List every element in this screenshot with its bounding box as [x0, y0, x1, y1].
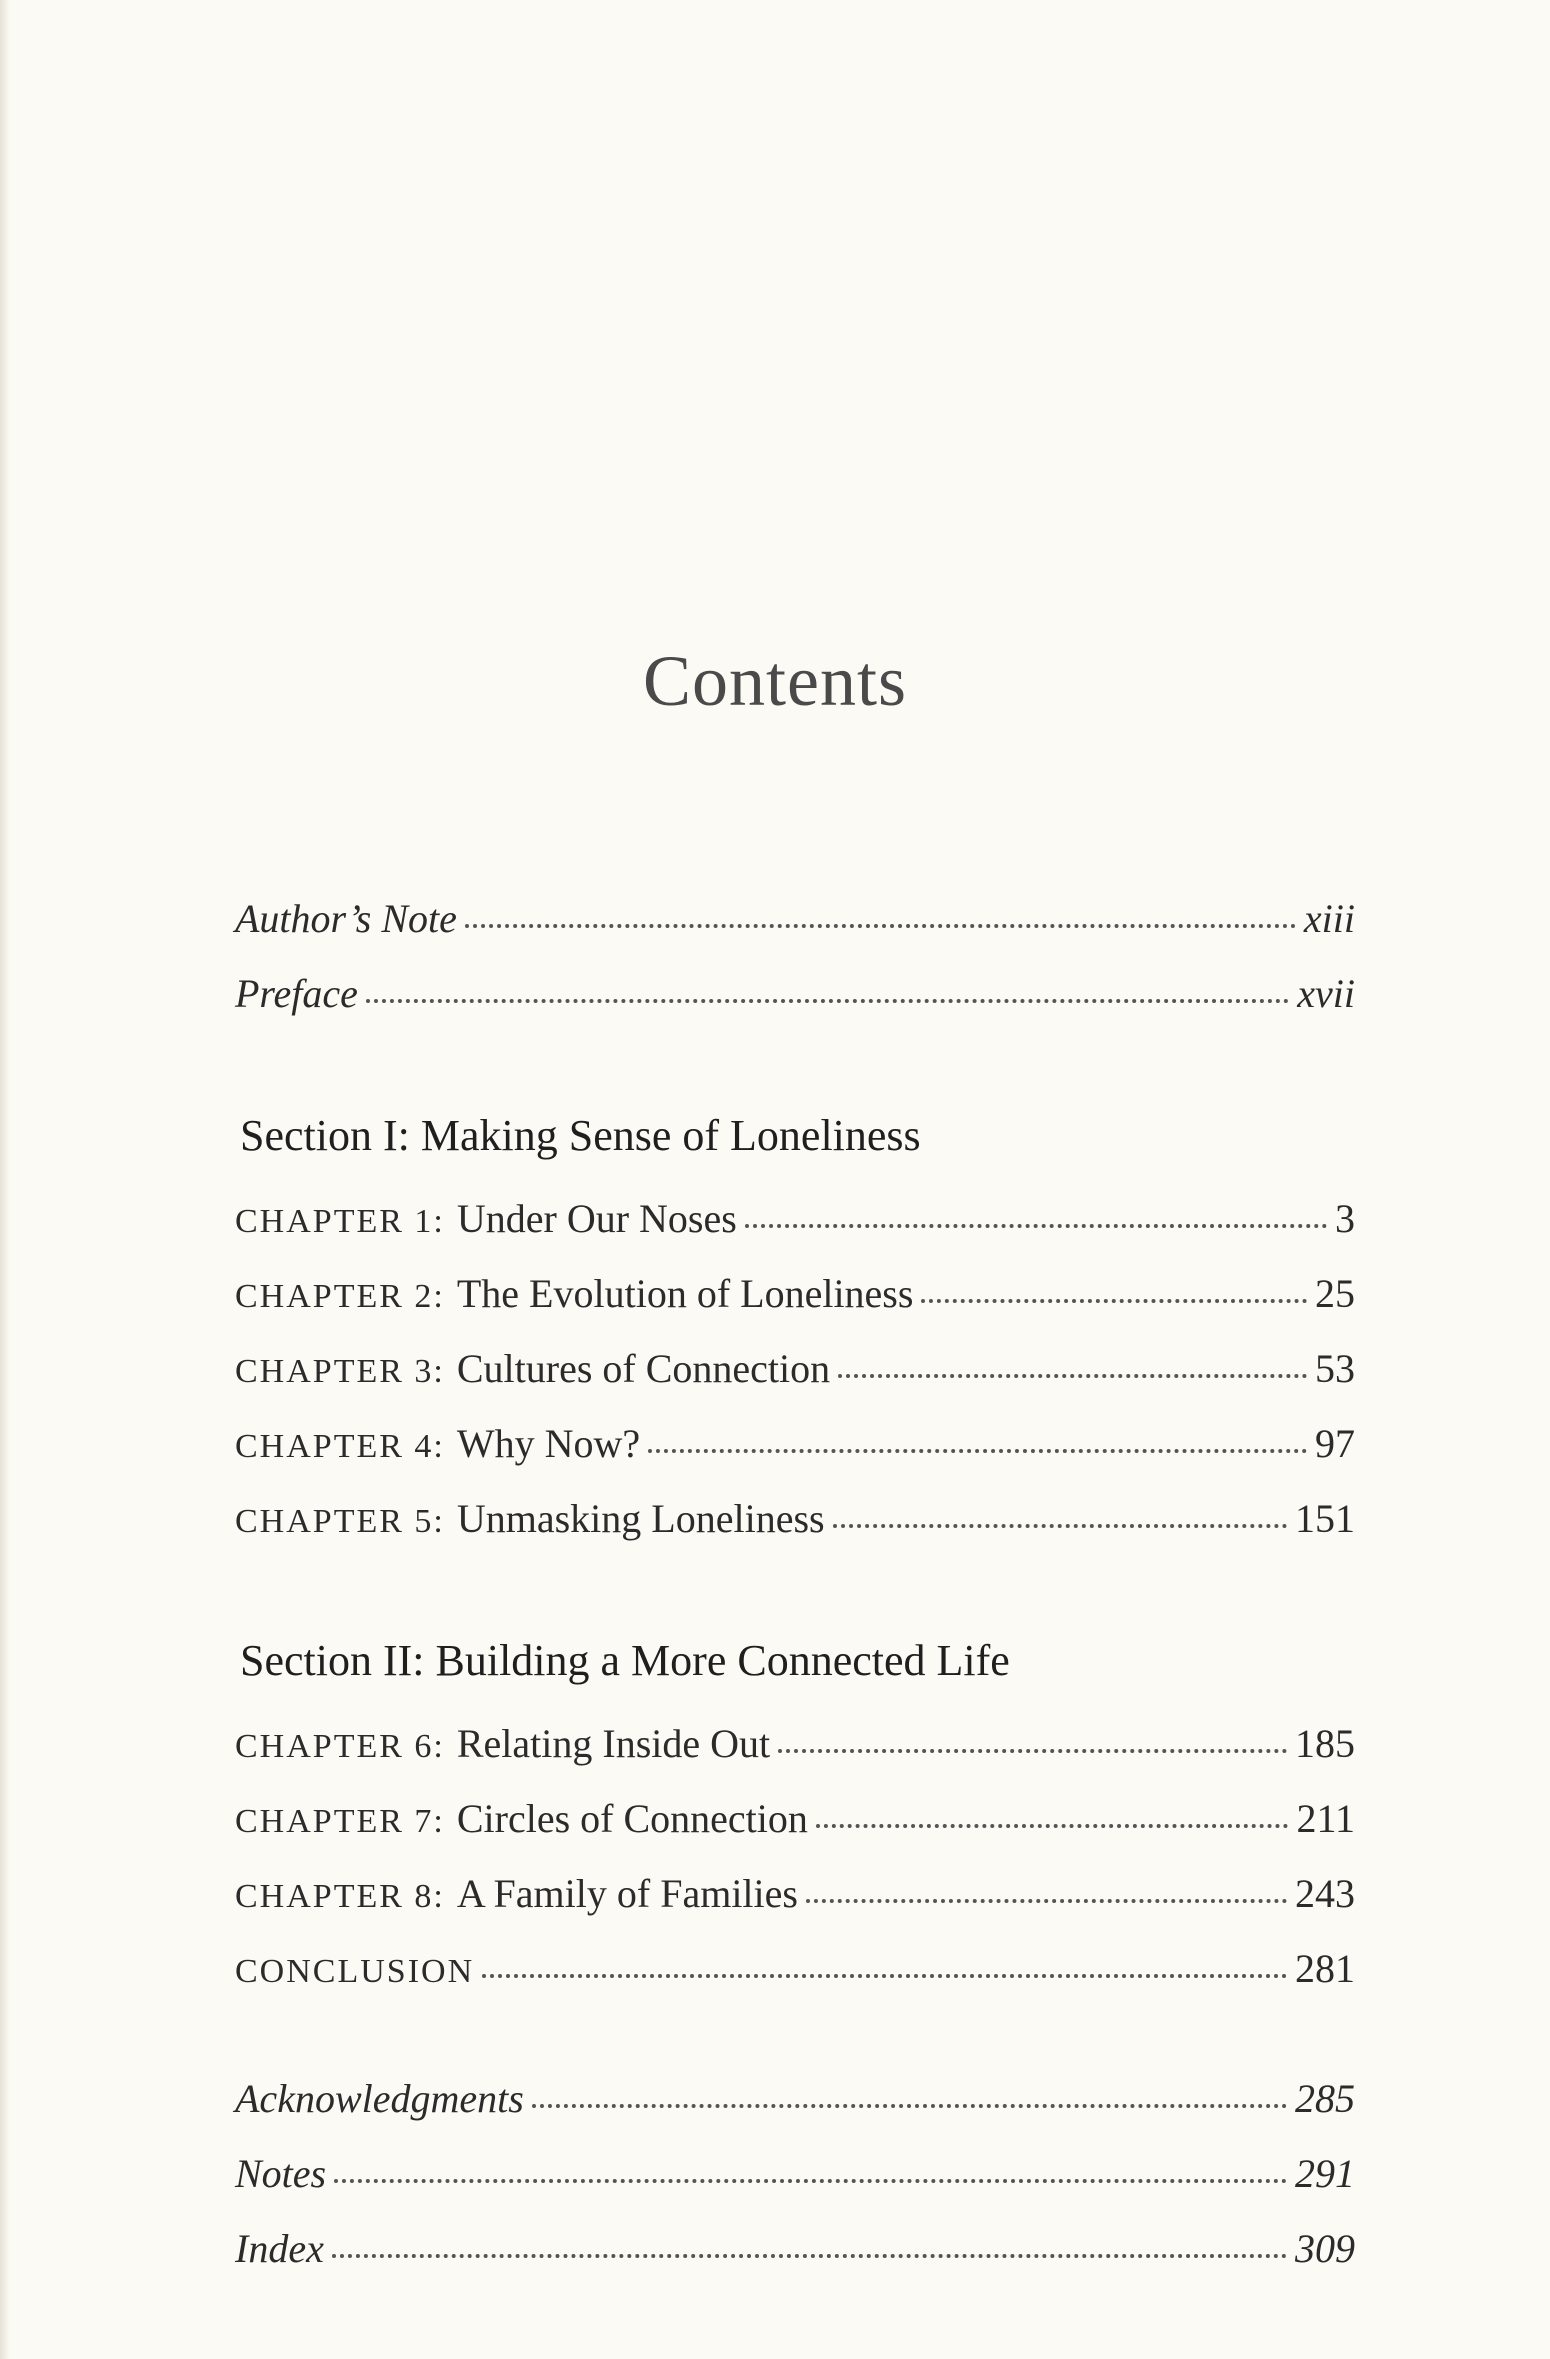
chapter-prefix: CHAPTER 3: — [235, 1353, 445, 1390]
toc-entry-notes[interactable] — [235, 2150, 1355, 2210]
toc-entry-conclusion[interactable] — [235, 1945, 1355, 2005]
chapter-prefix: CHAPTER 6: — [235, 1728, 445, 1765]
chapter-page: 151 — [1295, 1496, 1355, 1541]
chapter-page: 53 — [1315, 1346, 1355, 1391]
toc-entry-page: 291 — [1295, 2151, 1355, 2196]
toc-entry-label: Acknowledgments — [235, 2076, 524, 2121]
toc-entry-page: 285 — [1295, 2076, 1355, 2121]
toc-entry-preface[interactable] — [235, 970, 1355, 1030]
toc-entry-label: Notes — [235, 2151, 327, 2196]
toc-entry-page: xvii — [1297, 971, 1355, 1016]
toc-entry-chapter-3[interactable] — [235, 1345, 1355, 1405]
chapter-page: 243 — [1295, 1871, 1355, 1916]
page-title: Contents — [642, 641, 907, 721]
chapter-page: 3 — [1335, 1196, 1355, 1241]
dot-leader — [816, 1824, 1289, 1828]
toc-entry-chapter-8[interactable] — [235, 1870, 1355, 1930]
dot-leader — [482, 1974, 1287, 1978]
toc-entry-chapter-6[interactable] — [235, 1720, 1355, 1780]
chapter-title: Relating Inside Out — [456, 1721, 771, 1766]
chapter-title: Unmasking Loneliness — [456, 1496, 825, 1541]
chapter-prefix: CONCLUSION — [235, 1953, 475, 1990]
dot-leader — [745, 1224, 1327, 1228]
page-edge-shadow — [0, 0, 10, 2359]
chapter-page: 211 — [1296, 1796, 1355, 1841]
toc-entry-label: Preface — [235, 971, 358, 1016]
toc-entry-page: 309 — [1295, 2226, 1355, 2271]
chapter-prefix: CHAPTER 1: — [235, 1203, 445, 1240]
chapter-prefix: CHAPTER 5: — [235, 1503, 445, 1540]
toc-entry-chapter-4[interactable] — [235, 1420, 1355, 1480]
chapter-title: Under Our Noses — [456, 1196, 737, 1241]
toc-entry-authors-note[interactable] — [235, 895, 1355, 955]
dot-leader — [833, 1524, 1287, 1528]
toc-entry-chapter-2[interactable] — [235, 1270, 1355, 1330]
toc-entry-index[interactable] — [235, 2225, 1355, 2285]
toc-entry-label: Index — [235, 2226, 324, 2271]
dot-leader — [648, 1449, 1307, 1453]
toc-entry-chapter-7[interactable] — [235, 1795, 1355, 1855]
dot-leader — [465, 924, 1296, 928]
dot-leader — [921, 1299, 1307, 1303]
chapter-page: 25 — [1315, 1271, 1355, 1316]
chapter-prefix: CHAPTER 8: — [235, 1878, 445, 1915]
chapter-prefix: CHAPTER 4: — [235, 1428, 445, 1465]
chapter-page: 281 — [1295, 1946, 1355, 1991]
chapter-prefix: CHAPTER 2: — [235, 1278, 445, 1315]
toc-entry-label: Author’s Note — [235, 896, 457, 941]
dot-leader — [334, 2179, 1287, 2183]
dot-leader — [366, 999, 1289, 1003]
section-heading-1: Section I: Making Sense of Loneliness — [240, 1111, 921, 1160]
dot-leader — [532, 2104, 1287, 2108]
chapter-prefix: CHAPTER 7: — [235, 1803, 445, 1840]
chapter-title: The Evolution of Loneliness — [456, 1271, 914, 1316]
dot-leader — [778, 1749, 1287, 1753]
toc-entry-chapter-5[interactable] — [235, 1495, 1355, 1555]
chapter-page: 97 — [1315, 1421, 1355, 1466]
chapter-title: Cultures of Connection — [456, 1346, 831, 1391]
toc-entry-acknowledgments[interactable] — [235, 2075, 1355, 2135]
chapter-title: A Family of Families — [456, 1871, 798, 1916]
section-heading-2: Section II: Building a More Connected Life — [240, 1636, 1010, 1685]
toc-entry-chapter-1[interactable] — [235, 1195, 1355, 1255]
chapter-title: Why Now? — [456, 1421, 641, 1466]
dot-leader — [332, 2254, 1287, 2258]
chapter-page: 185 — [1295, 1721, 1355, 1766]
chapter-title: Circles of Connection — [456, 1796, 808, 1841]
dot-leader — [838, 1374, 1307, 1378]
dot-leader — [806, 1899, 1287, 1903]
toc-entry-page: xiii — [1303, 896, 1355, 941]
